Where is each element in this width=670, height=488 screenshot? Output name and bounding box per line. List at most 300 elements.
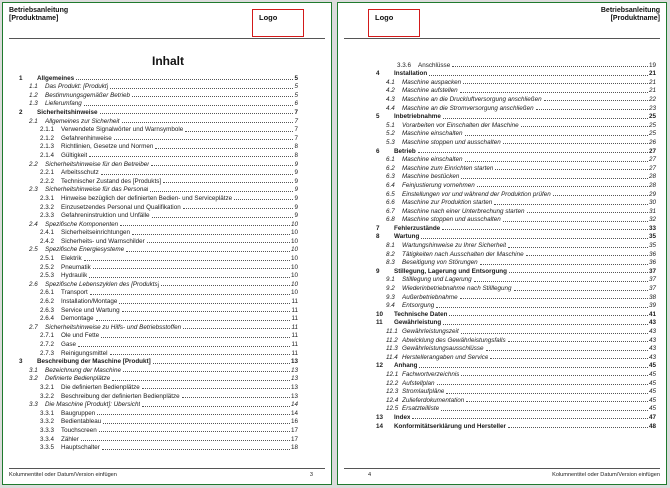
toc-entry-leader — [412, 418, 648, 419]
toc-entry-title: Allgemeines — [37, 74, 75, 82]
toc-entry-page: 13 — [290, 383, 298, 391]
toc-entry-leader — [544, 100, 648, 101]
toc-entry-page: 10 — [290, 246, 298, 254]
toc-entry-page: 26 — [648, 138, 656, 146]
toc-entry-title: Wartung — [394, 233, 420, 241]
toc-entry-page: 18 — [290, 444, 298, 452]
toc-entry-page: 17 — [290, 426, 298, 434]
toc-entry-page: 30 — [648, 199, 656, 207]
toc-entry-page: 21 — [648, 78, 656, 86]
toc-entry-number: 2.6.2 — [40, 298, 55, 306]
toc-entry-page: 36 — [648, 250, 656, 258]
toc-entry[interactable] — [376, 180, 656, 189]
toc-entry-page: 5 — [294, 83, 298, 91]
toc-entry[interactable] — [19, 271, 298, 280]
toc-entry-leader — [503, 221, 648, 222]
toc-entry-leader — [93, 268, 290, 269]
toc-entry-number: 5 — [376, 113, 380, 121]
toc-entry[interactable] — [19, 374, 298, 383]
toc-entry-number: 6.7 — [386, 207, 395, 215]
toc-entry-number: 3.3.5 — [40, 444, 55, 452]
toc-entry[interactable] — [376, 301, 656, 310]
toc-entry-title: Touchscreen — [61, 426, 97, 434]
toc-entry-leader — [147, 242, 290, 243]
toc-entry[interactable] — [376, 69, 656, 78]
toc-entry-title: Aufstellplan — [402, 379, 435, 387]
page-number: 4 — [368, 472, 372, 478]
toc-entry-leader — [486, 350, 648, 351]
toc-entry[interactable] — [376, 249, 656, 258]
toc-entry[interactable] — [376, 163, 656, 172]
logo-placeholder: Logo — [368, 9, 420, 37]
toc-entry[interactable] — [19, 176, 298, 185]
toc-entry-leader — [503, 143, 648, 144]
toc-entry-page: 45 — [648, 388, 656, 396]
toc-entry-title: Die Maschine [Produkt]: Übersicht — [45, 401, 141, 409]
toc-entry-title: Maschine zur Produktion starten — [402, 199, 493, 207]
toc-entry[interactable] — [376, 86, 656, 95]
toc-entry-leader — [183, 328, 290, 329]
toc-entry[interactable] — [19, 159, 298, 168]
toc-entry-number: 8.1 — [386, 242, 395, 250]
toc-entry-leader — [474, 281, 648, 282]
toc-entry[interactable] — [19, 107, 298, 116]
toc-entry-number: 2.6.4 — [40, 315, 55, 323]
footer-divider — [344, 468, 660, 469]
toc-entry[interactable] — [376, 387, 656, 396]
toc-entry-title: Richtlinien, Gesetze und Normen — [61, 143, 154, 151]
toc-entry[interactable] — [376, 266, 656, 275]
toc-entry-number: 3.2.1 — [40, 383, 55, 391]
toc-entry[interactable] — [19, 348, 298, 357]
toc-entry-title: Zähler — [61, 435, 79, 443]
toc-entry-title: Definierte Bedienplätze — [45, 375, 111, 383]
toc-entry[interactable] — [376, 103, 656, 112]
toc-entry-title: Das Produkt: [Produkt] — [45, 83, 109, 91]
toc-entry-leader — [526, 255, 648, 256]
toc-entry-number: 2 — [19, 108, 23, 116]
toc-entry-title: Gültigkeit — [61, 151, 88, 159]
toc-entry-number: 2.1.4 — [40, 151, 55, 159]
page-header-title — [601, 7, 660, 23]
toc-entry-leader — [461, 333, 648, 334]
toc-entry-title: Feinjustierung vornehmen — [402, 181, 475, 189]
toc-entry-page: 10 — [290, 272, 298, 280]
toc-entry-page: 10 — [290, 280, 298, 288]
toc-entry-title: Sicherheitshinweise für den Betreiber — [45, 160, 150, 168]
toc-entry[interactable] — [376, 232, 656, 241]
toc-entry[interactable] — [376, 112, 656, 121]
toc-entry[interactable] — [376, 223, 656, 232]
toc-entry[interactable] — [376, 198, 656, 207]
left-page — [2, 2, 332, 485]
toc-entry[interactable] — [376, 412, 656, 421]
toc-entry-title: Sicherheitshinweise zu Hilfs- und Betriebsstoffen — [45, 323, 182, 331]
toc-entry-leader — [84, 260, 290, 261]
toc-entry-page: 36 — [648, 259, 656, 267]
toc-entry-leader — [90, 294, 290, 295]
toc-entry[interactable] — [376, 129, 656, 138]
toc-entry-page: 37 — [648, 285, 656, 293]
toc-entry-number: 3.3.1 — [40, 409, 55, 417]
toc-entry-leader — [112, 380, 290, 381]
toc-entry-leader — [120, 225, 290, 226]
toc-entry[interactable] — [376, 240, 656, 249]
toc-entry-page: 13 — [290, 366, 298, 374]
toc-entry[interactable] — [19, 391, 298, 400]
toc-entry-title: Bestimmungsgemäßer Betrieb — [45, 91, 131, 99]
toc-entry-page: 11 — [291, 332, 298, 340]
toc-entry[interactable] — [19, 262, 298, 271]
header-title-line2: [Produktname] — [610, 15, 660, 22]
toc-entry-title: Sicherheitseinrichtungen — [61, 229, 130, 237]
toc-entry[interactable] — [19, 331, 298, 340]
toc-entry[interactable] — [19, 150, 298, 159]
toc-entry[interactable] — [376, 344, 656, 353]
toc-entry-number: 6.4 — [386, 181, 395, 189]
toc-entry-leader — [536, 109, 648, 110]
toc-entry[interactable] — [19, 142, 298, 151]
toc-entry-page: 35 — [648, 233, 656, 241]
toc-entry[interactable] — [376, 146, 656, 155]
toc-entry-page: 19 — [648, 61, 656, 69]
toc-entry-number: 3 — [19, 358, 23, 366]
toc-entry-leader — [183, 208, 294, 209]
toc-entry-page: 11 — [291, 306, 298, 314]
toc-entry-page: 27 — [648, 164, 656, 172]
toc-entry-page: 38 — [648, 293, 656, 301]
toc-entry-title: Allgemeines zur Sicherheit — [45, 117, 120, 125]
toc-entry-number: 1.3 — [29, 100, 38, 108]
toc-entry[interactable] — [19, 382, 298, 391]
toc-entry-title: Lieferumfang — [45, 100, 82, 108]
toc-entry-leader — [461, 375, 648, 376]
toc-entry-page: 43 — [648, 353, 656, 361]
toc-entry-page: 9 — [294, 203, 298, 211]
toc-entry-page: 9 — [294, 160, 298, 168]
toc-entry[interactable] — [376, 335, 656, 344]
toc-entry-leader — [142, 388, 290, 389]
toc-entry-leader — [477, 186, 648, 187]
toc-entry-page: 16 — [290, 418, 298, 426]
toc-entry-leader — [119, 303, 290, 304]
toc-entry[interactable] — [19, 90, 298, 99]
header-title-line2: [Produktname] — [9, 15, 59, 22]
table-of-contents-left — [19, 73, 298, 451]
toc-entry-title: Maschine zum Einrichten starten — [402, 164, 494, 172]
toc-entry[interactable] — [376, 318, 656, 327]
toc-entry-page: 13 — [290, 358, 298, 366]
toc-entry-title: Spezifische Lebenszyklen des [Produkts] — [45, 280, 160, 288]
toc-entry-title: Demontage — [61, 315, 94, 323]
toc-entry-title: Entsorgung — [402, 302, 435, 310]
toc-entry-title: Beschreibung der definierten Bedienplätze — [61, 392, 180, 400]
toc-entry-number: 2.4 — [29, 220, 38, 228]
toc-entry-title: Service und Wartung — [61, 306, 120, 314]
toc-entry[interactable] — [376, 120, 656, 129]
footer-divider — [9, 468, 325, 469]
toc-entry-title: Maschine an die Stromversorgung anschließen — [402, 104, 534, 112]
toc-entry-leader — [161, 285, 290, 286]
toc-entry-title: Wartungshinweise zu Ihrer Sicherheit — [402, 242, 507, 250]
toc-entry-number: 2.7 — [29, 323, 38, 331]
toc-entry-page: 28 — [648, 181, 656, 189]
toc-entry-title: Maschine auspacken — [402, 78, 462, 86]
toc-entry[interactable] — [19, 245, 298, 254]
toc-entry-number: 4.2 — [386, 87, 395, 95]
right-page — [337, 2, 667, 485]
toc-entry-number: 1.1 — [29, 83, 38, 91]
toc-entry-page: 45 — [648, 405, 656, 413]
toc-entry[interactable] — [19, 288, 298, 297]
toc-entry-leader — [418, 152, 648, 153]
toc-entry-title: Spezifische Energiesysteme — [45, 246, 125, 254]
toc-entry[interactable] — [19, 116, 298, 125]
toc-entry-page: 11 — [291, 298, 298, 306]
toc-entry-number: 2.1.2 — [40, 134, 55, 142]
toc-entry-title: Stromlaufpläne — [402, 388, 445, 396]
toc-entry-leader — [234, 199, 293, 200]
toc-entry-page: 47 — [648, 413, 656, 421]
toc-entry-page: 25 — [648, 130, 656, 138]
toc-entry-number: 11.2 — [386, 336, 398, 344]
toc-entry[interactable] — [19, 219, 298, 228]
toc-entry-number: 1.2 — [29, 91, 38, 99]
toc-entry-page: 25 — [648, 113, 656, 121]
toc-entry-title: Wiederinbetriebnahme nach Stilllegung — [402, 285, 512, 293]
toc-entry[interactable] — [376, 292, 656, 301]
toc-entry-page: 48 — [648, 422, 656, 430]
toc-entry-leader — [465, 135, 648, 136]
toc-entry[interactable] — [19, 443, 298, 452]
toc-entry[interactable] — [19, 339, 298, 348]
toc-entry-number: 14 — [376, 422, 384, 430]
toc-entry-page: 9 — [294, 186, 298, 194]
toc-entry-page: 43 — [648, 345, 656, 353]
toc-entry[interactable] — [376, 94, 656, 103]
toc-entry[interactable] — [19, 133, 298, 142]
toc-entry[interactable] — [376, 421, 656, 430]
toc-entry[interactable] — [19, 228, 298, 237]
toc-entry[interactable] — [376, 137, 656, 146]
toc-entry-page: 8 — [294, 151, 298, 159]
toc-entry-page: 39 — [648, 302, 656, 310]
toc-entry[interactable] — [376, 378, 656, 387]
toc-entry-page: 14 — [290, 409, 298, 417]
toc-entry-number: 11.3 — [386, 345, 398, 353]
toc-entry-title: Sicherheitshinweise — [37, 108, 98, 116]
toc-entry-leader — [436, 307, 648, 308]
toc-entry-title: Stillegung, Lagerung und Entsorgung — [394, 267, 507, 275]
table-of-contents-right — [376, 60, 656, 430]
toc-entry-page: 10 — [290, 229, 298, 237]
toc-entry[interactable] — [376, 275, 656, 284]
toc-entry-page: 22 — [648, 95, 656, 103]
toc-entry-leader — [421, 238, 648, 239]
toc-entry-number: 3.1 — [29, 366, 38, 374]
toc-entry[interactable] — [376, 258, 656, 267]
toc-entry-page: 32 — [648, 216, 656, 224]
toc-entry-leader — [182, 397, 290, 398]
header-title-line1: Betriebsanleitung — [9, 7, 69, 14]
toc-entry-number: 8 — [376, 233, 380, 241]
toc-entry-title: Index — [394, 413, 411, 421]
toc-entry[interactable] — [376, 215, 656, 224]
toc-entry-page: 17 — [290, 435, 298, 443]
toc-entry-number: 2.6.3 — [40, 306, 55, 314]
toc-entry[interactable] — [19, 211, 298, 220]
toc-entry[interactable] — [19, 193, 298, 202]
toc-entry-page: 9 — [294, 194, 298, 202]
toc-entry-page: 43 — [648, 328, 656, 335]
toc-entry-title: Hinweise bezüglich der definierten Bedien- und Serviceplätze — [61, 194, 233, 202]
toc-entry-leader — [514, 290, 648, 291]
toc-entry[interactable] — [376, 283, 656, 292]
toc-entry-title: Maschine aufstellen — [402, 87, 458, 95]
toc-entry-number: 6.2 — [386, 164, 395, 172]
toc-entry-number: 9.2 — [386, 285, 395, 293]
toc-entry[interactable] — [19, 408, 298, 417]
toc-entry-number: 2.6 — [29, 280, 38, 288]
toc-entry[interactable] — [19, 185, 298, 194]
toc-entry[interactable] — [19, 296, 298, 305]
toc-entry-leader — [509, 272, 648, 273]
toc-entry[interactable] — [376, 189, 656, 198]
toc-entry-page: 45 — [648, 379, 656, 387]
toc-entry[interactable] — [376, 172, 656, 181]
toc-entry[interactable] — [19, 357, 298, 366]
toc-entry-title: Einstellungen vor und während der Produktion prüfen — [402, 190, 551, 198]
toc-entry[interactable] — [19, 202, 298, 211]
toc-entry[interactable] — [376, 326, 656, 335]
toc-entry[interactable] — [376, 155, 656, 164]
toc-entry-title: Fachwortverzeichnis — [402, 370, 460, 378]
toc-entry-title: Bedientableau — [61, 418, 102, 426]
toc-entry[interactable] — [376, 352, 656, 361]
toc-entry-page: 21 — [648, 87, 656, 95]
toc-entry-number: 11.1 — [386, 328, 398, 335]
toc-entry-leader — [460, 298, 648, 299]
toc-entry[interactable] — [19, 434, 298, 443]
toc-entry[interactable] — [19, 125, 298, 134]
toc-entry[interactable] — [376, 404, 656, 413]
toc-entry-leader — [110, 88, 293, 89]
toc-entry-leader — [443, 118, 648, 119]
toc-entry-leader — [185, 131, 293, 132]
toc-entry-leader — [101, 174, 294, 175]
toc-entry-page: 37 — [648, 276, 656, 284]
toc-entry-leader — [153, 363, 290, 364]
logo-placeholder: Logo — [252, 9, 304, 37]
toc-entry[interactable] — [19, 279, 298, 288]
toc-entry-leader — [114, 139, 294, 140]
toc-entry-leader — [122, 311, 291, 312]
toc-entry-page: 45 — [648, 362, 656, 370]
toc-entry[interactable] — [19, 168, 298, 177]
toc-entry[interactable] — [376, 369, 656, 378]
toc-entry-title: Tätigkeiten nach Ausschalten der Maschine — [402, 250, 524, 258]
toc-entry[interactable] — [19, 400, 298, 409]
toc-entry[interactable] — [19, 73, 298, 82]
toc-entry-leader — [110, 354, 291, 355]
toc-entry-leader — [494, 204, 648, 205]
toc-entry-title: Zulieferdokumentation — [402, 396, 465, 404]
toc-entry-number: 2.5.3 — [40, 272, 55, 280]
toc-entry-page: 45 — [648, 396, 656, 404]
toc-entry-leader — [151, 165, 293, 166]
toc-entry-number: 2.4.1 — [40, 229, 55, 237]
toc-entry[interactable] — [376, 309, 656, 318]
toc-entry-page: 29 — [648, 190, 656, 198]
header-divider — [9, 38, 325, 39]
toc-entry-leader — [99, 431, 290, 432]
toc-entry-leader — [155, 148, 293, 149]
toc-entry[interactable] — [19, 99, 298, 108]
toc-entry[interactable] — [376, 395, 656, 404]
toc-entry-number: 10 — [376, 310, 384, 318]
toc-entry-page: 25 — [648, 121, 656, 129]
toc-entry-title: Beschreibung der Maschine [Produkt] — [37, 358, 151, 366]
toc-entry-title: Betrieb — [394, 147, 416, 155]
toc-entry-page: 21 — [648, 70, 656, 78]
toc-entry-title: Installation — [394, 70, 428, 78]
toc-entry-page: 9 — [294, 212, 298, 220]
toc-entry[interactable] — [19, 425, 298, 434]
toc-entry-page: 5 — [294, 91, 298, 99]
toc-entry[interactable] — [376, 361, 656, 370]
toc-entry-title: Vorarbeiten vor Einschalten der Maschine — [402, 121, 519, 129]
toc-entry[interactable] — [19, 305, 298, 314]
toc-entry-number: 12 — [376, 362, 384, 370]
toc-entry[interactable] — [19, 417, 298, 426]
toc-entry[interactable] — [19, 314, 298, 323]
toc-entry-leader — [466, 401, 648, 402]
toc-entry-page: 35 — [648, 242, 656, 250]
toc-entry-page: 43 — [648, 336, 656, 344]
toc-entry[interactable] — [19, 253, 298, 262]
toc-entry-number: 12.2 — [386, 379, 399, 387]
toc-entry-title: Anhang — [394, 362, 418, 370]
toc-entry-leader — [97, 414, 290, 415]
toc-entry-number: 2.7.2 — [40, 341, 55, 348]
toc-entry-number: 5.1 — [386, 121, 395, 129]
toc-entry-page: 27 — [648, 156, 656, 164]
toc-entry-title: Maschine bestücken — [402, 173, 460, 181]
toc-entry-leader — [122, 122, 294, 123]
toc-entry-leader — [461, 178, 648, 179]
toc-entry[interactable] — [19, 82, 298, 91]
toc-entry[interactable] — [19, 365, 298, 374]
toc-entry-page: 11 — [291, 323, 298, 331]
toc-entry-title: Spezifische Komponenten — [45, 220, 119, 228]
toc-entry-leader — [508, 341, 648, 342]
toc-entry[interactable] — [376, 206, 656, 215]
toc-entry[interactable] — [19, 236, 298, 245]
toc-entry-title: Hauptschalter — [61, 444, 100, 452]
toc-entry-title: Reinigungsmittel — [61, 349, 108, 357]
toc-entry[interactable] — [19, 322, 298, 331]
toc-entry-title: Gase — [61, 341, 77, 348]
toc-entry-title: Gefahreninstruktion und Unfälle — [61, 212, 150, 220]
toc-entry-number: 2.7.1 — [40, 332, 55, 340]
toc-entry-page: 9 — [294, 177, 298, 185]
header-title-line1: Betriebsanleitung — [600, 7, 660, 14]
toc-entry[interactable] — [376, 60, 656, 69]
toc-entry-number: 12.4 — [386, 396, 399, 404]
toc-entry[interactable] — [376, 77, 656, 86]
toc-entry-number: 9.1 — [386, 276, 395, 284]
toc-entry-page: 13 — [290, 392, 298, 400]
